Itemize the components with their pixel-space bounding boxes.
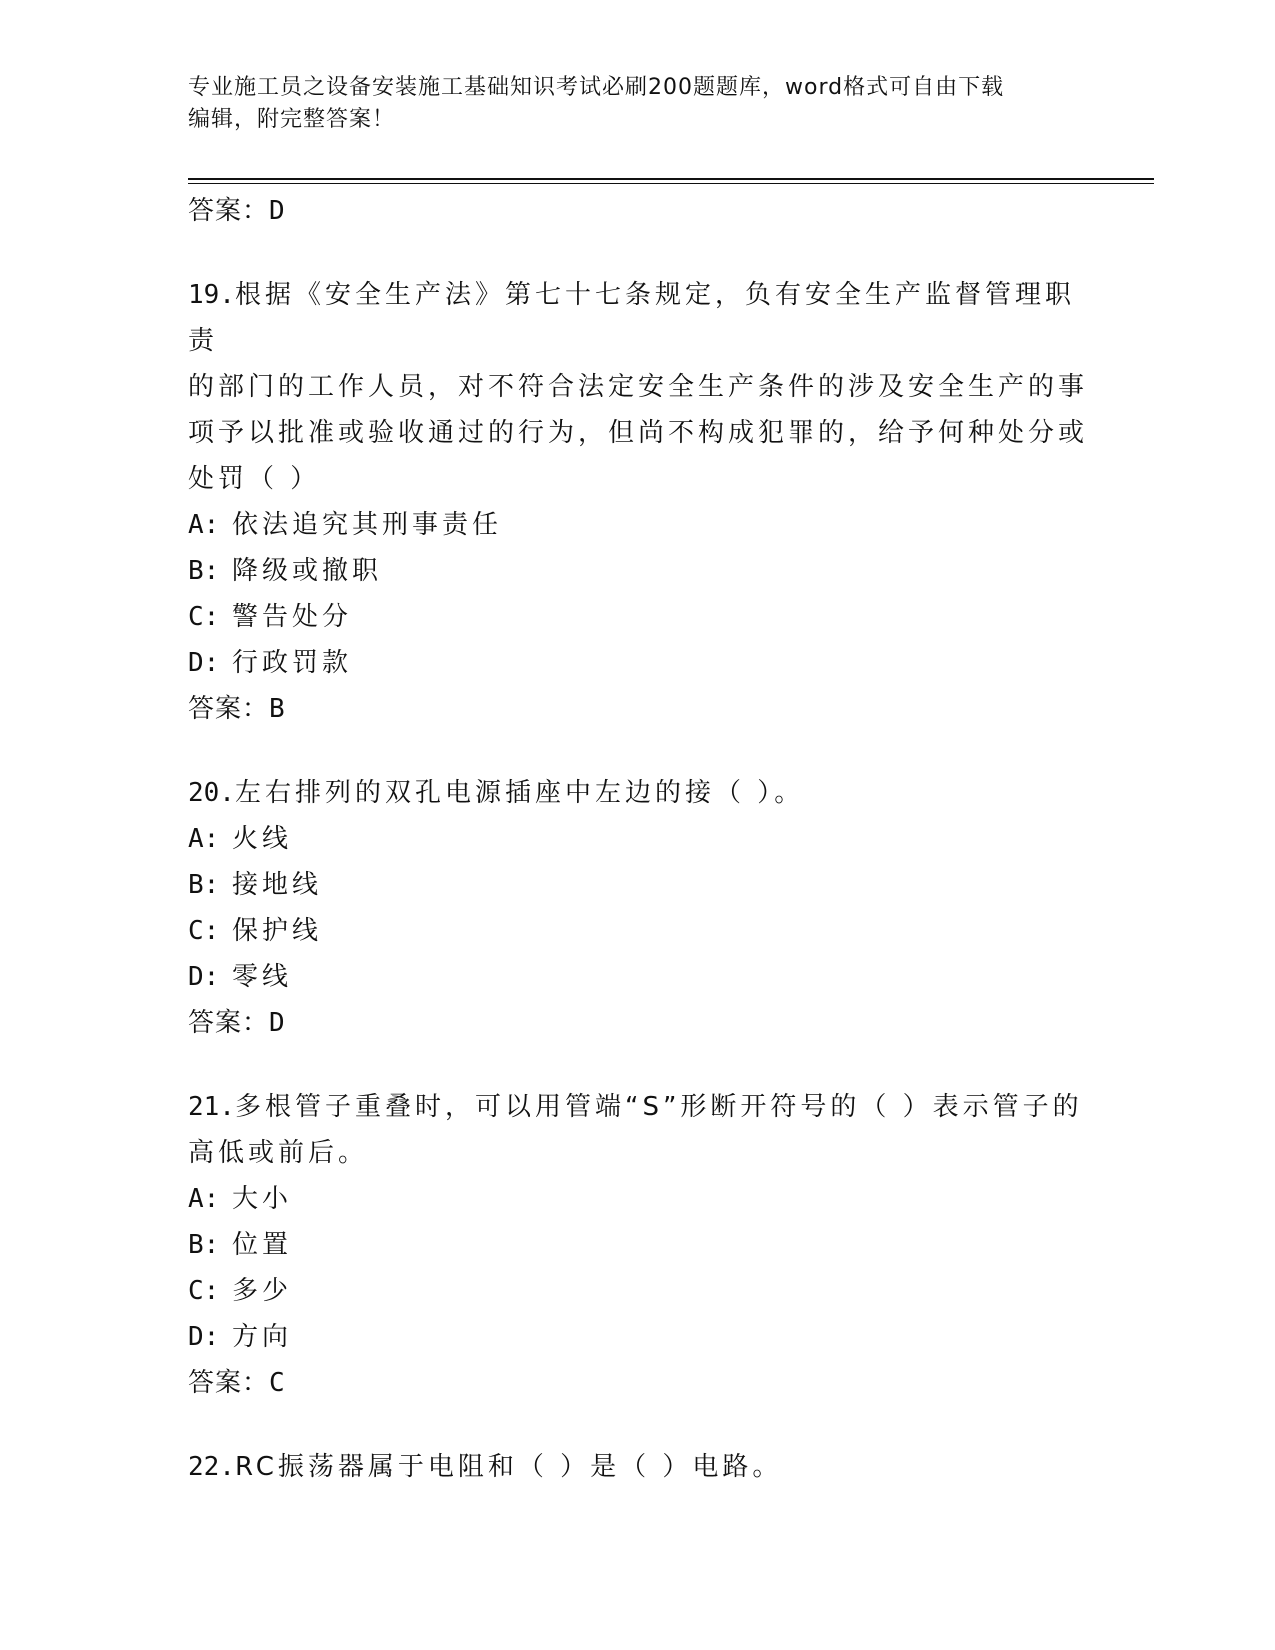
option-letter: D: bbox=[188, 1322, 220, 1352]
option-text: 方向 bbox=[232, 1322, 293, 1352]
option-text: 保护线 bbox=[232, 916, 323, 946]
answer-value: D bbox=[269, 1008, 286, 1038]
option-d bbox=[188, 1314, 1088, 1360]
answer-value: B bbox=[269, 694, 286, 724]
option-letter: D: bbox=[188, 962, 220, 992]
question-20 bbox=[188, 770, 1088, 1046]
answer-label: 答案： bbox=[188, 694, 270, 724]
question-number: 20. bbox=[188, 778, 235, 808]
question-line: 高低或前后。 bbox=[188, 1138, 369, 1168]
answer-value: D bbox=[269, 196, 286, 226]
answer-label: 答案： bbox=[188, 1368, 270, 1398]
question-22 bbox=[188, 1444, 1088, 1490]
option-letter: B: bbox=[188, 870, 220, 900]
option-text: 降级或撤职 bbox=[232, 556, 383, 586]
question-number: 21. bbox=[188, 1092, 235, 1122]
option-text: 多少 bbox=[232, 1276, 293, 1306]
question-answer bbox=[188, 686, 1088, 732]
question-answer bbox=[188, 1000, 1088, 1046]
question-line: 左右排列的双孔电源插座中左边的接（ ）。 bbox=[234, 778, 805, 808]
question-line: RC振荡器属于电阻和（ ）是（ ）电路。 bbox=[234, 1452, 783, 1482]
question-text bbox=[188, 770, 1088, 816]
option-text: 警告处分 bbox=[232, 602, 353, 632]
option-b bbox=[188, 862, 1088, 908]
question-line: 多根管子重叠时，可以用管端“S”形断开符号的（ ）表示管子的 bbox=[234, 1092, 1083, 1122]
option-text: 位置 bbox=[232, 1230, 293, 1260]
option-letter: C: bbox=[188, 602, 220, 632]
option-letter: C: bbox=[188, 916, 220, 946]
question-line: 根据《安全生产法》第七十七条规定，负有安全生产监督管理职责 bbox=[188, 280, 1075, 356]
option-letter: A: bbox=[188, 510, 220, 540]
option-c bbox=[188, 908, 1088, 954]
option-b bbox=[188, 548, 1088, 594]
header-divider-thick bbox=[188, 178, 1154, 180]
option-a bbox=[188, 816, 1088, 862]
question-line: 的部门的工作人员，对不符合法定安全生产条件的涉及安全生产的事 bbox=[188, 372, 1089, 402]
option-text: 依法追究其刑事责任 bbox=[232, 510, 503, 540]
header-line-1: 专业施工员之设备安装施工基础知识考试必刷200题题库，word格式可自由下载 bbox=[188, 75, 1005, 100]
question-19 bbox=[188, 272, 1088, 732]
question-21 bbox=[188, 1084, 1088, 1406]
option-c bbox=[188, 594, 1088, 640]
question-answer bbox=[188, 1360, 1088, 1406]
option-d bbox=[188, 954, 1088, 1000]
answer-label: 答案： bbox=[188, 1008, 270, 1038]
answer-label: 答案： bbox=[188, 196, 270, 226]
top-answer bbox=[188, 188, 1088, 234]
question-line: 处罚（ ） bbox=[188, 464, 321, 494]
option-text: 零线 bbox=[232, 962, 293, 992]
option-text: 大小 bbox=[232, 1184, 293, 1214]
option-d bbox=[188, 640, 1088, 686]
header-divider-thin bbox=[188, 183, 1154, 184]
question-text bbox=[188, 272, 1088, 364]
option-letter: B: bbox=[188, 1230, 220, 1260]
option-text: 火线 bbox=[232, 824, 293, 854]
option-letter: D: bbox=[188, 648, 220, 678]
option-a bbox=[188, 1176, 1088, 1222]
option-text: 接地线 bbox=[232, 870, 323, 900]
header-line-2: 编辑，附完整答案！ bbox=[188, 107, 396, 132]
option-letter: A: bbox=[188, 824, 220, 854]
option-letter: C: bbox=[188, 1276, 220, 1306]
question-line: 项予以批准或验收通过的行为，但尚不构成犯罪的，给予何种处分或 bbox=[188, 418, 1089, 448]
option-letter: B: bbox=[188, 556, 220, 586]
question-text bbox=[188, 1084, 1088, 1130]
document-header bbox=[188, 72, 1088, 136]
option-text: 行政罚款 bbox=[232, 648, 353, 678]
option-b bbox=[188, 1222, 1088, 1268]
question-list bbox=[188, 188, 1088, 1490]
answer-value: C bbox=[269, 1368, 286, 1398]
option-a bbox=[188, 502, 1088, 548]
option-letter: A: bbox=[188, 1184, 220, 1214]
question-number: 22. bbox=[188, 1452, 235, 1482]
question-text bbox=[188, 1444, 1088, 1490]
option-c bbox=[188, 1268, 1088, 1314]
question-number: 19. bbox=[188, 280, 235, 310]
